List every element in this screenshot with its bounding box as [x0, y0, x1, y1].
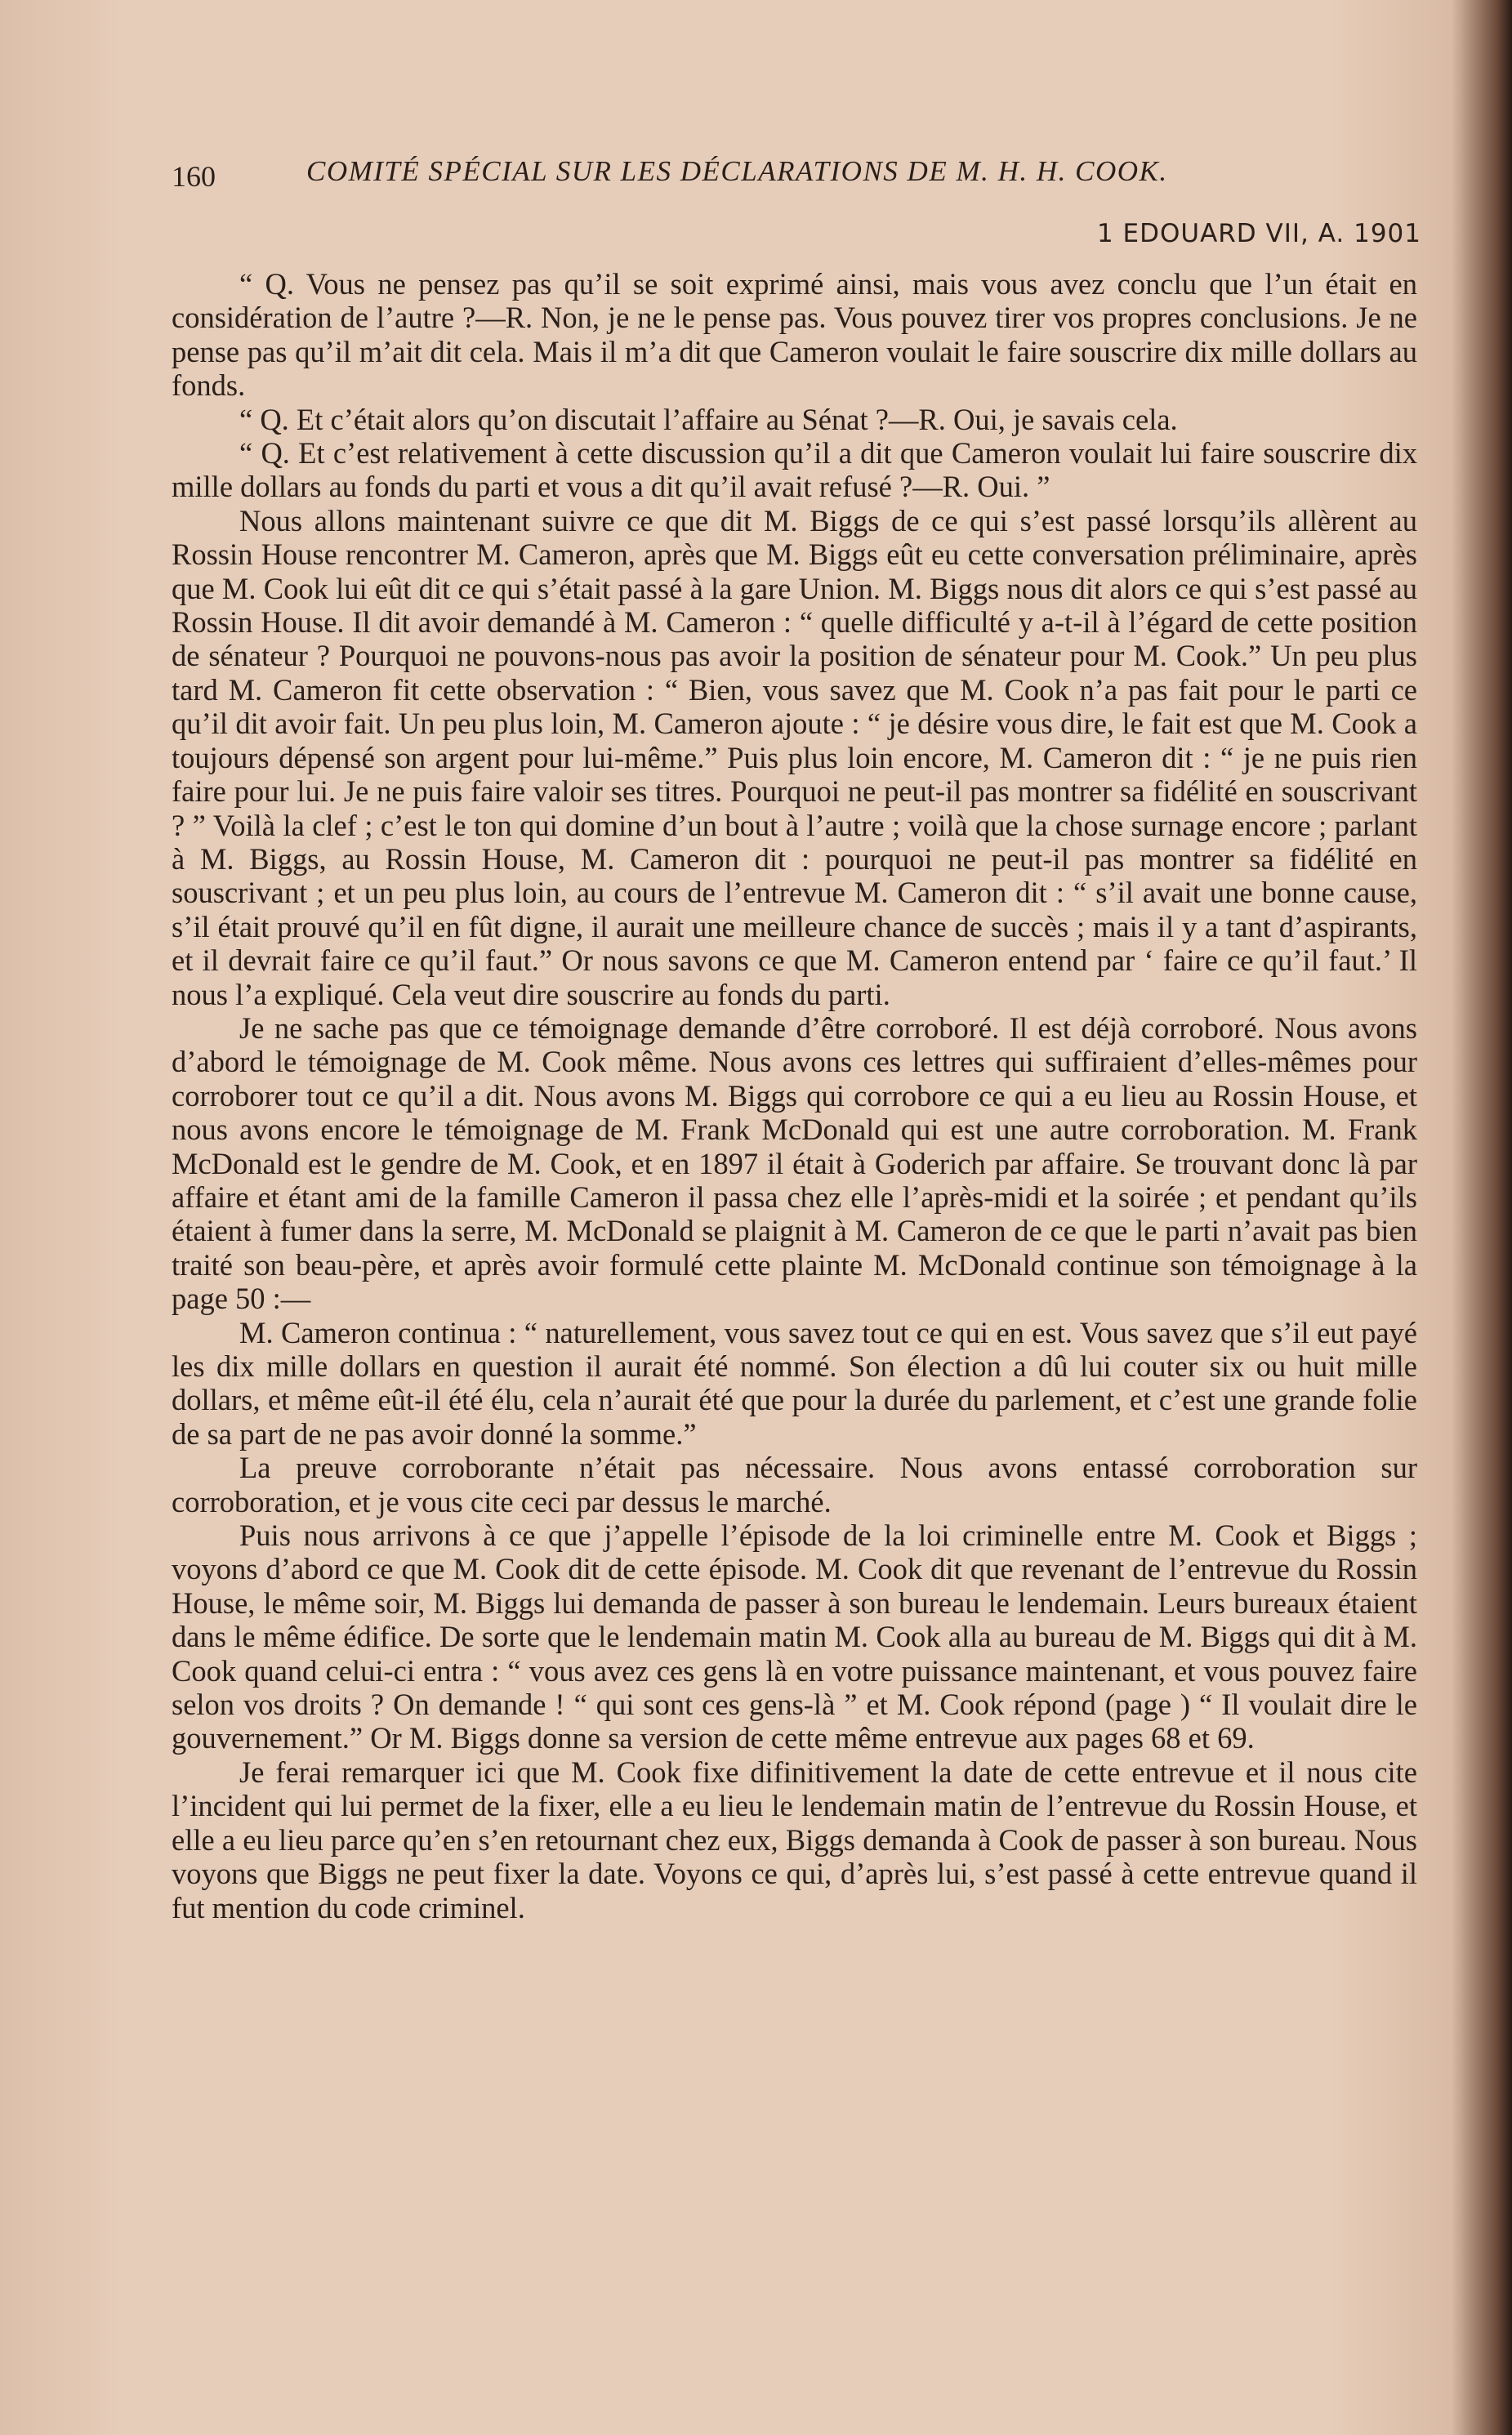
- paragraph-5: Je ne sache pas que ce témoignage demande d’être corroboré. Il est déjà corroboré. Nous avons d’abord le témoignage de M. Cook même. Nous avons ces lettres qui suffiraient d’elles-mêmes pour corroborer tout ce qu’il a dit. Nous avons M. Biggs qui corrobore ce qui a eu lieu au Rossin House, et nous avons encore le témoignage de M. Frank McDonald qui est une autre corroboration. M. Frank McDonald est le gendre de M. Cook, et en 1897 il était à Goderich par affaire. Se trouvant donc là par affaire et étant ami de la famille Cameron il passa chez elle l’après-midi et la soirée ; et pendant qu’ils étaient à fumer dans la serre, M. McDonald se plaignit à M. Cameron de ce que le parti n’avait pas bien traité son beau-père, et après avoir formulé cette plainte M. McDonald continue son témoignage à la page 50 :—: [172, 1010, 1417, 1316]
- paragraph-9: Je ferai remarquer ici que M. Cook fixe difinitivement la date de cette entrevue et il nous cite l’incident qui lui permet de la fixer, elle a eu lieu le lendemain matin de l’entrevue du Rossin House, et elle a eu lieu parce qu’en s’en retournant chez eux, Biggs demanda à Cook de passer à son bureau. Nous voyons que Biggs ne peut fixer la date. Voyons ce qui, d’après lui, s’est passé à cette entrevue quand il fut mention du code criminel.: [172, 1755, 1417, 1924]
- page-header: [172, 155, 1299, 208]
- paragraph-3: “ Q. Et c’est relativement à cette discussion qu’il a dit que Cameron voulait lui faire souscrire dix mille dollars au fonds du parti et vous a dit qu’il avait refusé ?—R. Oui. ”: [172, 436, 1417, 504]
- paragraph-2: “ Q. Et c’était alors qu’on discutait l’affaire au Sénat ?—R. Oui, je savais cela.: [239, 402, 1178, 436]
- paragraph-8: Puis nous arrivons à ce que j’appelle l’épisode de la loi criminelle entre M. Cook et Biggs ; voyons d’abord ce que M. Cook dit de cette épisode. M. Cook dit que revenant de l’entrevue du Rossin House, le même soir, M. Biggs lui demanda de passer à son bureau le lendemain. Leurs bureaux étaient dans le même édifice. De sorte que le lendemain matin M. Cook alla au bureau de M. Biggs qui dit à M. Cook quand celui-ci entra : “ vous avez ces gens là en votre puissance maintenant, et vous pouvez faire selon vos droits ? On demande ! “ qui sont ces gens-là ” et M. Cook répond (page ) “ Il voulait dire le gouvernement.” Or M. Biggs donne sa version de cette même entrevue aux pages 68 et 69.: [172, 1519, 1417, 1755]
- page-number: 160: [172, 160, 216, 193]
- body-text: [172, 267, 1417, 1924]
- paragraph-6: M. Cameron continua : “ naturellement, vous savez tout ce qui en est. Vous savez que s’il eut payé les dix mille dollars en question il aurait été nommé. Son élection a dû lui couter six ou huit mille dollars, et même eût-il été élu, cela n’aurait été que pour la durée du parlement, et c’est une grande folie de sa part de ne pas avoir donné la somme.”: [172, 1315, 1417, 1451]
- paragraph-1: “ Q. Vous ne pensez pas qu’il se soit exprimé ainsi, mais vous avez conclu que l’un était en considération de l’autre ?—R. Non, je ne le pense pas. Vous pouvez tirer vos propres conclusions. Je ne pense pas qu’il m’ait dit cela. Mais il m’a dit que Cameron voulait le faire souscrire dix mille dollars au fonds.: [172, 267, 1417, 403]
- running-title: COMITÉ SPÉCIAL SUR LES DÉCLARATIONS DE M. H. H. COOK.: [306, 155, 1168, 187]
- session-reference: 1 EDOUARD VII, A. 1901: [1096, 219, 1421, 248]
- paragraph-7: La preuve corroborante n’était pas nécessaire. Nous avons entassé corroboration sur corroboration, et je vous cite ceci par dessus le marché.: [172, 1451, 1417, 1519]
- paragraph-4: Nous allons maintenant suivre ce que dit M. Biggs de ce qui s’est passé lorsqu’ils allèrent au Rossin House rencontrer M. Cameron, après que M. Biggs eût eu cette conversation préliminaire, après que M. Cook lui eût dit ce qui s’était passé à la gare Union. M. Biggs nous dit alors ce qui s’est passé au Rossin House. Il dit avoir demandé à M. Cameron : “ quelle difficulté y a-t-il à l’égard de cette position de sénateur ? Pourquoi ne pouvons-nous pas avoir la position de sénateur pour M. Cook.” Un peu plus tard M. Cameron fit cette observation : “ Bien, vous savez que M. Cook n’a pas fait pour le parti ce qu’il dit avoir fait. Un peu plus loin, M. Cameron ajoute : “ je désire vous dire, le fait est que M. Cook a toujours dépensé son argent pour lui-même.” Puis plus loin encore, M. Cameron dit : “ je ne puis rien faire pour lui. Je ne puis faire valoir ses titres. Pourquoi ne peut-il pas montrer sa fidélité en souscrivant ? ” Voilà la clef ; c’est le ton qui domine d’un bout à l’autre ; voilà que la chose surnage encore ; parlant à M. Biggs, au Rossin House, M. Cameron dit : pourquoi ne peut-il pas montrer sa fidélité en souscrivant ; et un peu plus loin, au cours de l’entrevue M. Cameron dit : “ s’il avait une bonne cause, s’il était prouvé qu’il en fût digne, il aurait une meilleure chance de succès ; mais il y a tant d’aspirants, et il devrait faire ce qu’il faut.” Or nous savons ce que M. Cameron entend par ‘ faire ce qu’il faut.’ Il nous l’a expliqué. Cela veut dire souscrire au fonds du parti.: [172, 503, 1417, 1011]
